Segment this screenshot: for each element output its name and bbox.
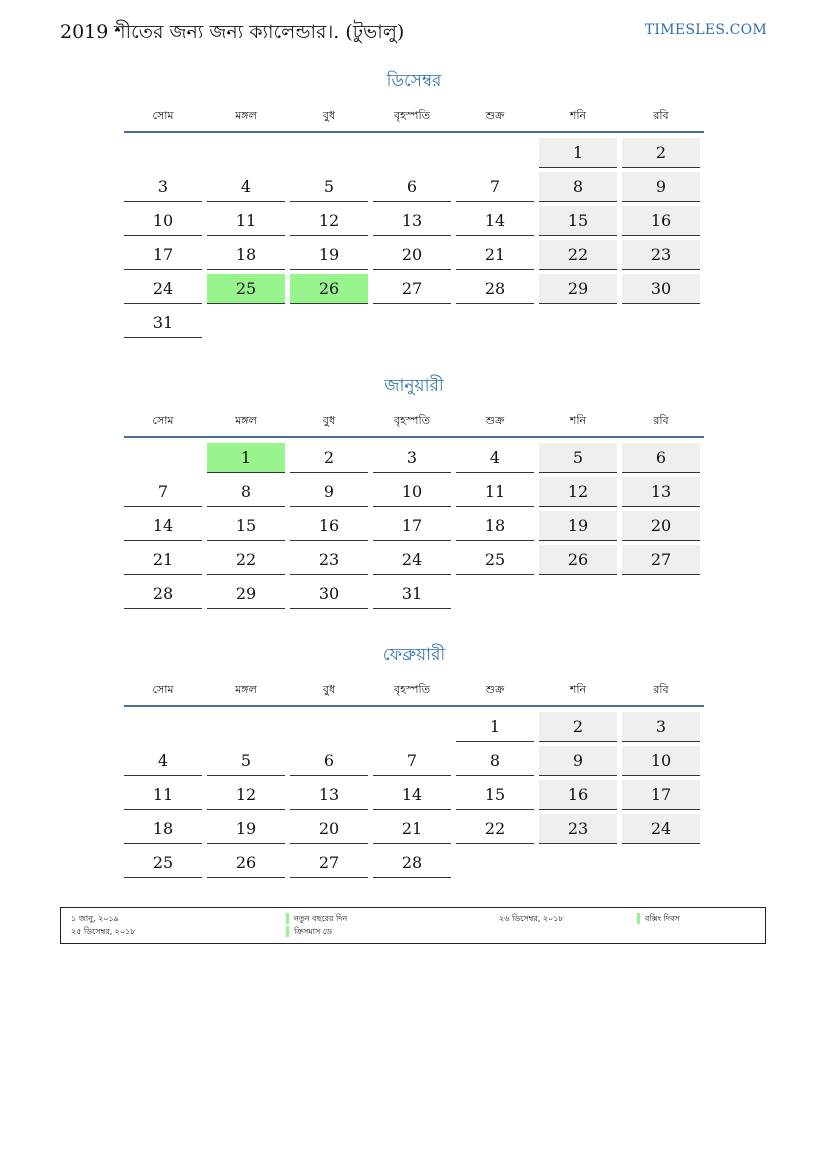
weekday-label: শুক্র — [485, 109, 505, 122]
day-cell: 19 — [290, 240, 368, 270]
empty-cell — [290, 712, 368, 742]
day-grid — [124, 138, 704, 338]
holiday-color-swatch — [637, 913, 640, 924]
weekday-label: শুক্র — [485, 683, 505, 696]
day-cell: 1 — [539, 138, 617, 168]
day-cell: 30 — [290, 579, 368, 609]
weekday-label: রবি — [653, 683, 669, 696]
day-grid — [124, 712, 704, 878]
day-cell: 6 — [290, 746, 368, 776]
day-cell: 24 — [124, 274, 202, 304]
day-cell: 23 — [539, 814, 617, 844]
day-cell: 16 — [290, 511, 368, 541]
weekday-label: শুক্র — [485, 414, 505, 427]
day-cell: 10 — [124, 206, 202, 236]
month-title: ডিসেম্বর — [386, 71, 442, 91]
weekday-header — [124, 677, 704, 703]
day-cell: 11 — [456, 477, 534, 507]
weekday-label: রবি — [653, 109, 669, 122]
day-cell: 14 — [373, 780, 451, 810]
day-cell: 26 — [539, 545, 617, 575]
day-cell: 26 — [207, 848, 285, 878]
day-cell: 7 — [456, 172, 534, 202]
day-cell: 8 — [456, 746, 534, 776]
day-cell: 6 — [622, 443, 700, 473]
weekday-label: মঙ্গল — [235, 109, 257, 122]
weekday-label: বৃহস্পতি — [394, 414, 430, 427]
weekday-label: বুধ — [322, 414, 336, 427]
header-rule — [124, 705, 704, 707]
site-link[interactable]: TIMESLES.COM — [644, 22, 767, 38]
day-cell: 21 — [456, 240, 534, 270]
day-cell: 16 — [539, 780, 617, 810]
month-calendar — [124, 373, 704, 609]
day-cell: 25 — [124, 848, 202, 878]
day-cell: 9 — [539, 746, 617, 776]
day-cell: 20 — [622, 511, 700, 541]
empty-cell — [207, 138, 285, 168]
day-cell: 12 — [290, 206, 368, 236]
weekday-label: সোম — [152, 414, 174, 427]
day-cell: 8 — [539, 172, 617, 202]
month-title: ফেব্রুয়ারী — [382, 645, 446, 665]
day-cell: 2 — [290, 443, 368, 473]
day-cell: 17 — [622, 780, 700, 810]
empty-cell — [373, 712, 451, 742]
holiday-color-swatch — [286, 913, 289, 924]
day-cell: 2 — [622, 138, 700, 168]
day-cell: 5 — [539, 443, 617, 473]
day-cell: 12 — [207, 780, 285, 810]
header-rule — [124, 436, 704, 438]
day-cell: 20 — [373, 240, 451, 270]
day-cell: 5 — [290, 172, 368, 202]
day-cell: 7 — [124, 477, 202, 507]
weekday-label: শনি — [569, 683, 587, 696]
day-cell: 6 — [373, 172, 451, 202]
day-cell: 25 — [207, 274, 285, 304]
day-cell: 26 — [290, 274, 368, 304]
day-cell: 17 — [373, 511, 451, 541]
day-cell: 29 — [539, 274, 617, 304]
day-cell: 18 — [207, 240, 285, 270]
day-cell: 29 — [207, 579, 285, 609]
weekday-label: বৃহস্পতি — [394, 683, 430, 696]
day-cell: 31 — [124, 308, 202, 338]
day-cell: 14 — [456, 206, 534, 236]
legend-holiday-name: ক্রিসমাস ডে — [294, 927, 332, 936]
day-grid — [124, 443, 704, 609]
day-cell: 18 — [456, 511, 534, 541]
day-cell: 27 — [290, 848, 368, 878]
day-cell: 3 — [622, 712, 700, 742]
day-cell: 3 — [124, 172, 202, 202]
weekday-label: শনি — [569, 109, 587, 122]
day-cell: 17 — [124, 240, 202, 270]
day-cell: 24 — [373, 545, 451, 575]
day-cell: 13 — [622, 477, 700, 507]
day-cell: 19 — [539, 511, 617, 541]
day-cell: 25 — [456, 545, 534, 575]
month-title: জানুয়ারী — [384, 376, 444, 396]
weekday-header — [124, 103, 704, 129]
day-cell: 9 — [290, 477, 368, 507]
day-cell: 22 — [539, 240, 617, 270]
weekday-label: বুধ — [322, 683, 336, 696]
day-cell: 28 — [124, 579, 202, 609]
empty-cell — [124, 443, 202, 473]
weekday-label: মঙ্গল — [235, 683, 257, 696]
weekday-label: বৃহস্পতি — [394, 109, 430, 122]
weekday-label: সোম — [152, 683, 174, 696]
day-cell: 15 — [207, 511, 285, 541]
day-cell: 7 — [373, 746, 451, 776]
weekday-label: রবি — [653, 414, 669, 427]
day-cell: 5 — [207, 746, 285, 776]
day-cell: 27 — [373, 274, 451, 304]
empty-cell — [373, 138, 451, 168]
empty-cell — [290, 138, 368, 168]
page-title: 2019 শীতের জন্য জন্য ক্যালেন্ডার।. (টুভালু) — [60, 21, 405, 43]
day-cell: 18 — [124, 814, 202, 844]
holiday-legend — [60, 907, 766, 944]
day-cell: 4 — [456, 443, 534, 473]
day-cell: 13 — [373, 206, 451, 236]
day-cell: 31 — [373, 579, 451, 609]
day-cell: 28 — [373, 848, 451, 878]
weekday-header — [124, 408, 704, 434]
day-cell: 21 — [373, 814, 451, 844]
day-cell: 14 — [124, 511, 202, 541]
day-cell: 8 — [207, 477, 285, 507]
empty-cell — [207, 712, 285, 742]
day-cell: 23 — [290, 545, 368, 575]
weekday-label: সোম — [152, 109, 174, 122]
day-cell: 23 — [622, 240, 700, 270]
day-cell: 30 — [622, 274, 700, 304]
day-cell: 1 — [456, 712, 534, 742]
weekday-label: শনি — [569, 414, 587, 427]
month-calendar — [124, 68, 704, 338]
empty-cell — [124, 712, 202, 742]
day-cell: 11 — [207, 206, 285, 236]
day-cell: 24 — [622, 814, 700, 844]
day-cell: 15 — [456, 780, 534, 810]
day-cell: 20 — [290, 814, 368, 844]
day-cell: 4 — [207, 172, 285, 202]
legend-holiday-name: নতুন বছরের দিন — [294, 914, 348, 923]
day-cell: 4 — [124, 746, 202, 776]
header-rule — [124, 131, 704, 133]
day-cell: 15 — [539, 206, 617, 236]
empty-cell — [124, 138, 202, 168]
legend-date: ২৫ ডিসেম্বর, ২০১৮ — [71, 927, 136, 936]
day-cell: 22 — [207, 545, 285, 575]
day-cell: 13 — [290, 780, 368, 810]
day-cell: 1 — [207, 443, 285, 473]
day-cell: 19 — [207, 814, 285, 844]
day-cell: 11 — [124, 780, 202, 810]
legend-date: ২৬ ডিসেম্বর, ২০১৮ — [499, 914, 564, 923]
day-cell: 16 — [622, 206, 700, 236]
month-calendar — [124, 642, 704, 878]
day-cell: 28 — [456, 274, 534, 304]
day-cell: 10 — [622, 746, 700, 776]
day-cell: 12 — [539, 477, 617, 507]
weekday-label: বুধ — [322, 109, 336, 122]
day-cell: 22 — [456, 814, 534, 844]
day-cell: 9 — [622, 172, 700, 202]
day-cell: 10 — [373, 477, 451, 507]
empty-cell — [456, 138, 534, 168]
day-cell: 27 — [622, 545, 700, 575]
weekday-label: মঙ্গল — [235, 414, 257, 427]
day-cell: 21 — [124, 545, 202, 575]
day-cell: 3 — [373, 443, 451, 473]
legend-holiday-name: বক্সিং দিবস — [645, 914, 680, 923]
holiday-color-swatch — [286, 926, 289, 937]
legend-date: ১ জানু, ২০১৯ — [71, 914, 119, 923]
day-cell: 2 — [539, 712, 617, 742]
